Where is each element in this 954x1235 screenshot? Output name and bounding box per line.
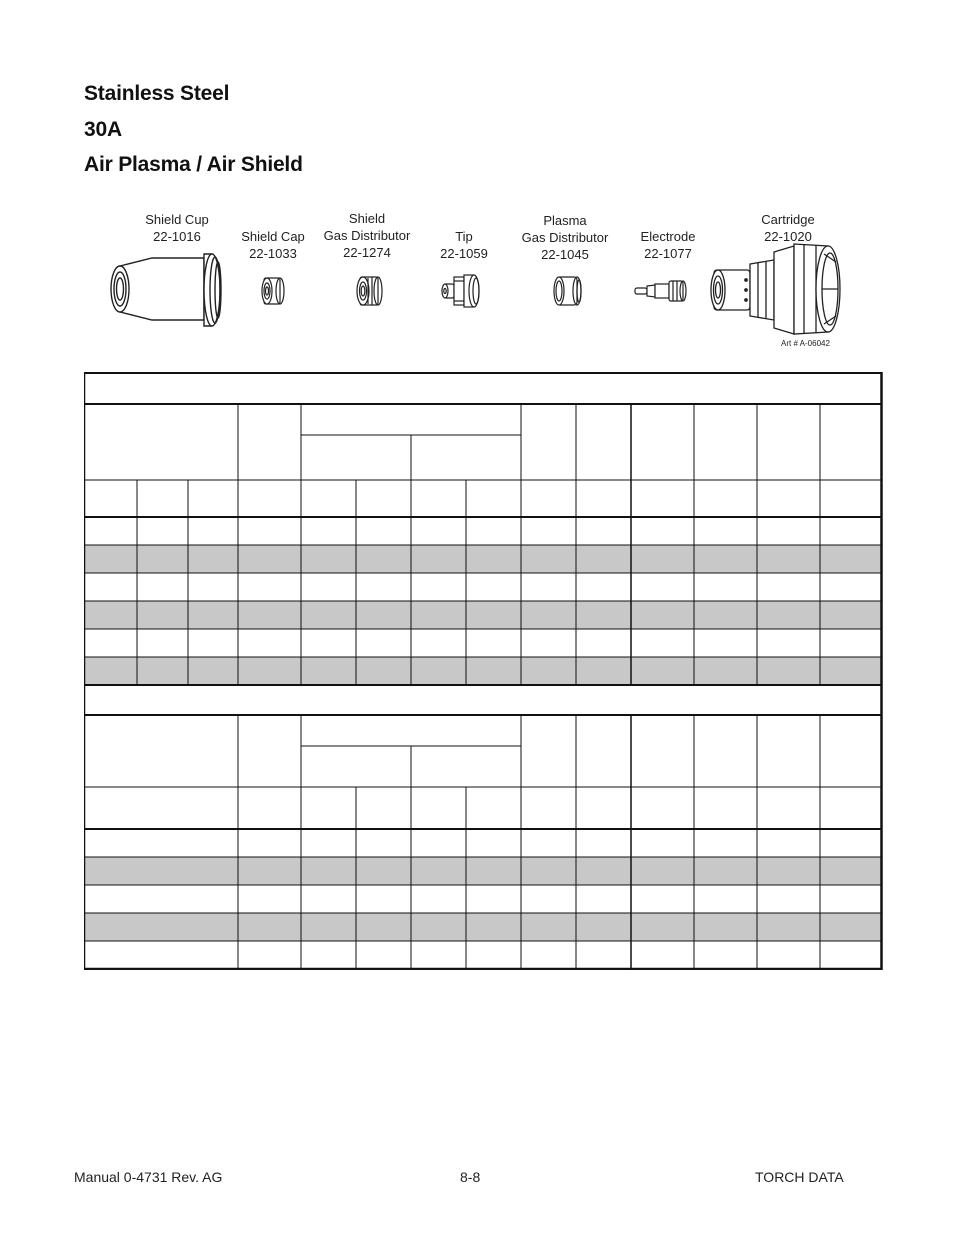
table-row-shaded — [84, 601, 882, 629]
art-number: Art # A-06042 — [781, 339, 830, 348]
footer-manual: Manual 0-4731 Rev. AG — [74, 1169, 223, 1185]
footer-page-number: 8-8 — [460, 1169, 481, 1185]
cartridge-part-icon — [706, 240, 848, 338]
footer-section: TORCH DATA — [755, 1169, 844, 1185]
shield-cap-part-icon — [259, 276, 287, 306]
table-row-shaded — [84, 913, 882, 941]
part-label-plasma-gas-distributor: Plasma Gas Distributor 22-1045 — [521, 213, 609, 262]
heading-gas: Air Plasma / Air Shield — [84, 153, 303, 176]
part-label-shield-cap: Shield Cap 22-1033 — [241, 229, 305, 261]
shield-cup-part-icon — [108, 248, 228, 332]
torch-data-table — [84, 372, 884, 970]
tip-part-icon — [440, 272, 482, 310]
part-label-shield-cup: Shield Cup 22-1016 — [145, 212, 209, 244]
shield-gas-distributor-part-icon — [354, 274, 384, 308]
table-row-shaded — [84, 545, 882, 573]
part-label-shield-gas-distributor: Shield Gas Distributor 22-1274 — [323, 211, 411, 260]
part-label-electrode: Electrode 22-1077 — [640, 229, 696, 261]
part-label-tip: Tip 22-1059 — [440, 229, 488, 261]
heading-material: Stainless Steel — [84, 82, 230, 105]
table-row-shaded — [84, 657, 882, 685]
table-row-shaded — [84, 857, 882, 885]
heading-amperage: 30A — [84, 118, 122, 141]
electrode-part-icon — [633, 278, 689, 304]
plasma-gas-distributor-part-icon — [551, 274, 585, 308]
part-label-cartridge: Cartridge 22-1020 — [761, 212, 815, 244]
